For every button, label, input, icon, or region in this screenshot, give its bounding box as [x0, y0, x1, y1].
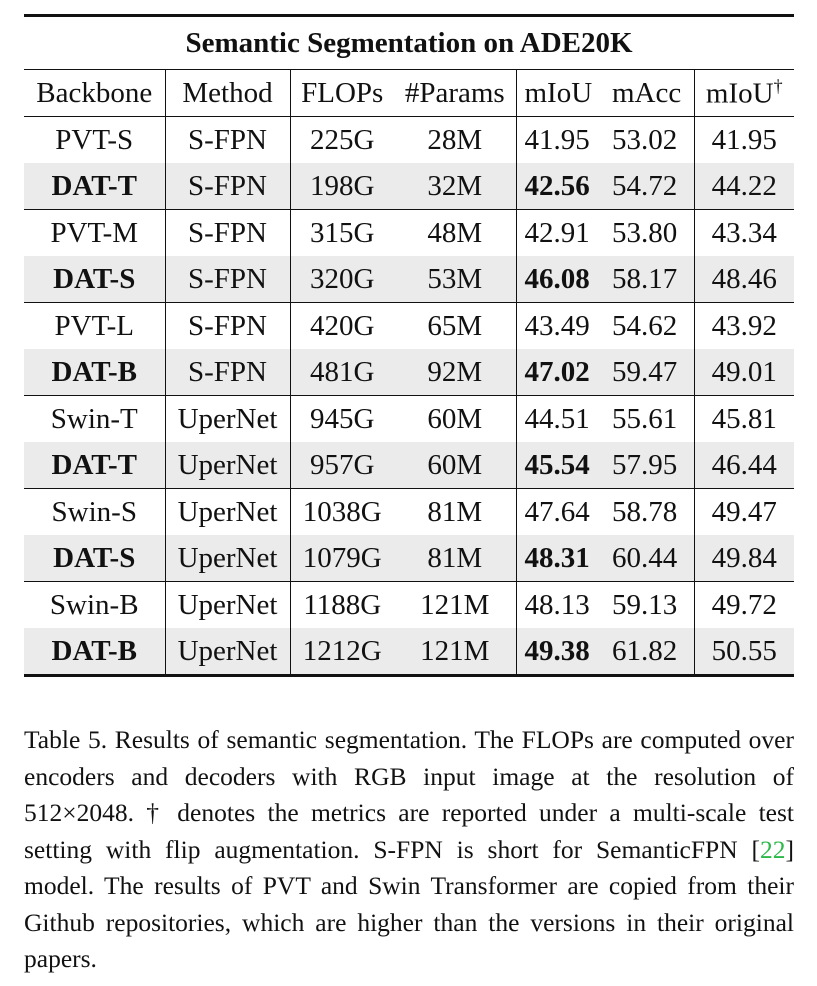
cell-flops: 198G — [290, 163, 394, 210]
cell-miou-ms: 49.72 — [694, 582, 794, 629]
cell-params: 53M — [394, 256, 516, 303]
cell-miou: 43.49 — [516, 303, 606, 350]
cell-params: 81M — [394, 489, 516, 536]
header-miou-ms-label: mIoU — [705, 77, 774, 110]
cell-flops: 481G — [290, 349, 394, 396]
caption-text-2: ] model. The results of PVT and Swin Transformer are copied from their Github repositories, which are higher than the versions in their original papers. — [24, 834, 794, 973]
cell-flops: 1212G — [290, 628, 394, 676]
cell-flops: 1038G — [290, 489, 394, 536]
cell-backbone: DAT-S — [24, 256, 165, 303]
header-backbone: Backbone — [24, 70, 165, 117]
cell-method: UperNet — [165, 582, 290, 629]
cell-backbone: Swin-S — [24, 489, 165, 536]
results-table — [24, 14, 794, 677]
cell-miou-ms: 49.47 — [694, 489, 794, 536]
cell-macc: 59.47 — [606, 349, 694, 396]
cell-params: 48M — [394, 210, 516, 257]
cell-backbone: DAT-B — [24, 628, 165, 676]
cell-method: UperNet — [165, 489, 290, 536]
cell-params: 92M — [394, 349, 516, 396]
cell-backbone: PVT-S — [24, 117, 165, 164]
table-row — [24, 535, 794, 582]
table-row — [24, 117, 794, 164]
cell-flops: 945G — [290, 396, 394, 443]
table-row — [24, 256, 794, 303]
cell-macc: 59.13 — [606, 582, 694, 629]
header-miou-ms — [694, 70, 794, 117]
cell-macc: 60.44 — [606, 535, 694, 582]
table-caption — [24, 722, 794, 978]
table-row — [24, 582, 794, 629]
cell-macc: 53.80 — [606, 210, 694, 257]
header-flops: FLOPs — [290, 70, 394, 117]
cell-macc: 57.95 — [606, 442, 694, 489]
cell-flops: 1079G — [290, 535, 394, 582]
cell-miou: 45.54 — [516, 442, 606, 489]
cell-backbone: DAT-T — [24, 163, 165, 210]
cell-params: 28M — [394, 117, 516, 164]
cell-method: S-FPN — [165, 163, 290, 210]
table-title: Semantic Segmentation on ADE20K — [185, 26, 633, 59]
table-row — [24, 303, 794, 350]
cell-miou: 49.38 — [516, 628, 606, 676]
cell-method: S-FPN — [165, 303, 290, 350]
cell-params: 60M — [394, 396, 516, 443]
cell-miou-ms: 43.92 — [694, 303, 794, 350]
cell-miou-ms: 49.84 — [694, 535, 794, 582]
cell-macc: 53.02 — [606, 117, 694, 164]
cell-macc: 58.78 — [606, 489, 694, 536]
cell-backbone: DAT-S — [24, 535, 165, 582]
cell-miou-ms: 43.34 — [694, 210, 794, 257]
cell-backbone: Swin-B — [24, 582, 165, 629]
cell-miou: 48.31 — [516, 535, 606, 582]
cell-miou: 47.64 — [516, 489, 606, 536]
cell-method: S-FPN — [165, 210, 290, 257]
cell-method: UperNet — [165, 535, 290, 582]
cell-miou-ms: 41.95 — [711, 123, 777, 156]
cell-params: 65M — [394, 303, 516, 350]
header-method: Method — [165, 70, 290, 117]
table-row — [24, 442, 794, 489]
cell-macc: 54.62 — [606, 303, 694, 350]
table-row — [24, 628, 794, 676]
cell-miou: 47.02 — [516, 349, 606, 396]
cell-flops: 315G — [290, 210, 394, 257]
citation-link[interactable]: 22 — [760, 834, 786, 864]
cell-miou-ms: 50.55 — [694, 628, 794, 676]
cell-macc: 55.61 — [606, 396, 694, 443]
cell-method: UperNet — [165, 442, 290, 489]
cell-miou-ms: 45.81 — [694, 396, 794, 443]
cell-method: S-FPN — [165, 349, 290, 396]
cell-macc: 54.72 — [606, 163, 694, 210]
cell-miou: 42.56 — [516, 163, 606, 210]
cell-method: UperNet — [165, 396, 290, 443]
cell-macc: 61.82 — [606, 628, 694, 676]
results-table-container — [24, 14, 794, 677]
cell-miou: 42.91 — [516, 210, 606, 257]
cell-macc: 58.17 — [606, 256, 694, 303]
cell-params: 60M — [394, 442, 516, 489]
caption-text-1: Table 5. Results of semantic segmentation. The FLOPs are computed over encoders and decoders with RGB input image at the resolution of 512×2048. † denotes the metrics are reported under a multi-scale test setting with flip augmentation. S-FPN is short for SemanticFPN [ — [24, 725, 794, 864]
cell-miou: 44.51 — [516, 396, 606, 443]
cell-method: UperNet — [165, 628, 290, 676]
cell-method: S-FPN — [165, 256, 290, 303]
cell-params: 121M — [394, 582, 516, 629]
table-header-row — [24, 70, 794, 117]
cell-flops: 420G — [290, 303, 394, 350]
cell-method: S-FPN — [165, 117, 290, 164]
cell-miou: 41.95 — [524, 123, 590, 156]
table-row — [24, 163, 794, 210]
cell-backbone: DAT-T — [24, 442, 165, 489]
cell-flops: 1188G — [290, 582, 394, 629]
table-row — [24, 349, 794, 396]
cell-params: 121M — [394, 628, 516, 676]
cell-flops: 225G — [310, 123, 375, 156]
table-row — [24, 396, 794, 443]
cell-params: 81M — [394, 535, 516, 582]
cell-miou-ms: 46.44 — [694, 442, 794, 489]
header-miou: mIoU — [516, 70, 606, 117]
cell-miou-ms: 44.22 — [694, 163, 794, 210]
table-row — [24, 489, 794, 536]
cell-flops: 320G — [290, 256, 394, 303]
cell-miou: 48.13 — [516, 582, 606, 629]
header-params: #Params — [394, 70, 516, 117]
header-macc: mAcc — [606, 70, 694, 117]
table-row — [24, 210, 794, 257]
cell-miou: 46.08 — [516, 256, 606, 303]
cell-backbone: PVT-M — [24, 210, 165, 257]
cell-params: 32M — [394, 163, 516, 210]
cell-flops: 957G — [290, 442, 394, 489]
cell-miou-ms: 49.01 — [694, 349, 794, 396]
cell-backbone: DAT-B — [24, 349, 165, 396]
cell-miou-ms: 48.46 — [694, 256, 794, 303]
dagger-mark: † — [773, 76, 783, 97]
cell-backbone: Swin-T — [24, 396, 165, 443]
cell-backbone: PVT-L — [24, 303, 165, 350]
